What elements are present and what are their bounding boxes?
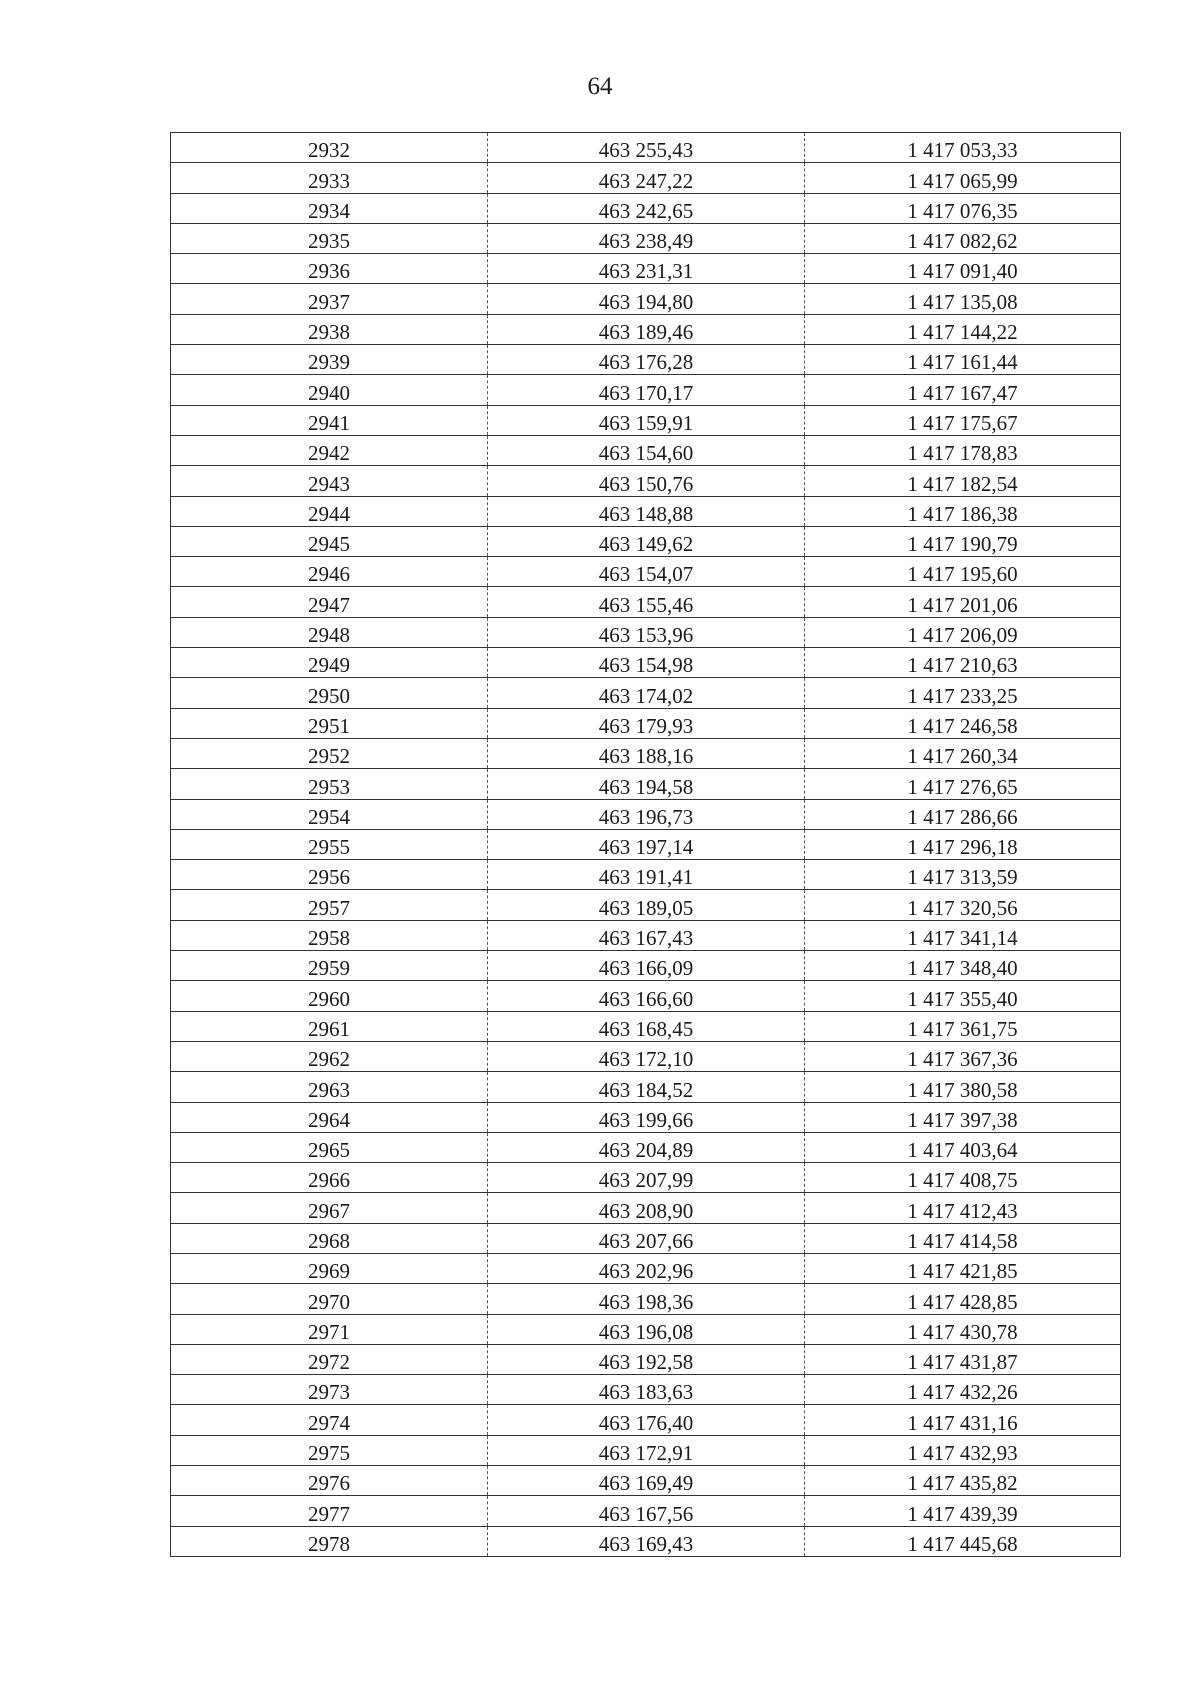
x-coordinate-cell: 463 242,65 — [488, 193, 805, 223]
table-row — [171, 1011, 1121, 1041]
table-row — [171, 1223, 1121, 1253]
x-coordinate-cell: 463 167,43 — [488, 920, 805, 950]
table-row — [171, 1072, 1121, 1102]
point-number-cell: 2942 — [171, 435, 488, 465]
point-number-cell: 2953 — [171, 769, 488, 799]
x-coordinate-cell: 463 202,96 — [488, 1253, 805, 1283]
y-coordinate-cell: 1 417 414,58 — [805, 1223, 1121, 1253]
table-row — [171, 284, 1121, 314]
x-coordinate-cell: 463 207,66 — [488, 1223, 805, 1253]
point-number-cell: 2958 — [171, 920, 488, 950]
x-coordinate-cell: 463 170,17 — [488, 375, 805, 405]
point-number-cell: 2937 — [171, 284, 488, 314]
table-row — [171, 1132, 1121, 1162]
x-coordinate-cell: 463 208,90 — [488, 1193, 805, 1223]
y-coordinate-cell: 1 417 431,16 — [805, 1405, 1121, 1435]
x-coordinate-cell: 463 207,99 — [488, 1163, 805, 1193]
table-row — [171, 1253, 1121, 1283]
y-coordinate-cell: 1 417 076,35 — [805, 193, 1121, 223]
x-coordinate-cell: 463 179,93 — [488, 708, 805, 738]
table-row — [171, 617, 1121, 647]
x-coordinate-cell: 463 176,28 — [488, 345, 805, 375]
y-coordinate-cell: 1 417 430,78 — [805, 1314, 1121, 1344]
point-number-cell: 2935 — [171, 223, 488, 253]
table-row — [171, 951, 1121, 981]
y-coordinate-cell: 1 417 144,22 — [805, 314, 1121, 344]
x-coordinate-cell: 463 255,43 — [488, 133, 805, 163]
point-number-cell: 2962 — [171, 1041, 488, 1071]
y-coordinate-cell: 1 417 175,67 — [805, 405, 1121, 435]
y-coordinate-cell: 1 417 435,82 — [805, 1466, 1121, 1496]
y-coordinate-cell: 1 417 233,25 — [805, 678, 1121, 708]
point-number-cell: 2963 — [171, 1072, 488, 1102]
point-number-cell: 2966 — [171, 1163, 488, 1193]
table-row — [171, 1102, 1121, 1132]
y-coordinate-cell: 1 417 367,36 — [805, 1041, 1121, 1071]
table-row — [171, 466, 1121, 496]
table-row — [171, 557, 1121, 587]
y-coordinate-cell: 1 417 380,58 — [805, 1072, 1121, 1102]
table-row — [171, 1375, 1121, 1405]
table-row — [171, 223, 1121, 253]
x-coordinate-cell: 463 153,96 — [488, 617, 805, 647]
table-row — [171, 375, 1121, 405]
table-row — [171, 1284, 1121, 1314]
x-coordinate-cell: 463 166,60 — [488, 981, 805, 1011]
point-number-cell: 2965 — [171, 1132, 488, 1162]
table-row — [171, 890, 1121, 920]
table-row — [171, 708, 1121, 738]
point-number-cell: 2959 — [171, 951, 488, 981]
x-coordinate-cell: 463 247,22 — [488, 163, 805, 193]
point-number-cell: 2954 — [171, 799, 488, 829]
y-coordinate-cell: 1 417 431,87 — [805, 1344, 1121, 1374]
x-coordinate-cell: 463 184,52 — [488, 1072, 805, 1102]
table-row — [171, 678, 1121, 708]
table-row — [171, 345, 1121, 375]
point-number-cell: 2939 — [171, 345, 488, 375]
y-coordinate-cell: 1 417 428,85 — [805, 1284, 1121, 1314]
x-coordinate-cell: 463 196,73 — [488, 799, 805, 829]
x-coordinate-cell: 463 204,89 — [488, 1132, 805, 1162]
point-number-cell: 2955 — [171, 829, 488, 859]
y-coordinate-cell: 1 417 206,09 — [805, 617, 1121, 647]
coordinates-table-body — [171, 133, 1121, 1557]
point-number-cell: 2976 — [171, 1466, 488, 1496]
y-coordinate-cell: 1 417 296,18 — [805, 829, 1121, 859]
x-coordinate-cell: 463 148,88 — [488, 496, 805, 526]
y-coordinate-cell: 1 417 355,40 — [805, 981, 1121, 1011]
y-coordinate-cell: 1 417 065,99 — [805, 163, 1121, 193]
y-coordinate-cell: 1 417 313,59 — [805, 860, 1121, 890]
table-row — [171, 254, 1121, 284]
x-coordinate-cell: 463 194,80 — [488, 284, 805, 314]
table-row — [171, 133, 1121, 163]
x-coordinate-cell: 463 196,08 — [488, 1314, 805, 1344]
point-number-cell: 2946 — [171, 557, 488, 587]
x-coordinate-cell: 463 192,58 — [488, 1344, 805, 1374]
table-row — [171, 163, 1121, 193]
table-row — [171, 314, 1121, 344]
y-coordinate-cell: 1 417 167,47 — [805, 375, 1121, 405]
y-coordinate-cell: 1 417 348,40 — [805, 951, 1121, 981]
x-coordinate-cell: 463 174,02 — [488, 678, 805, 708]
y-coordinate-cell: 1 417 397,38 — [805, 1102, 1121, 1132]
x-coordinate-cell: 463 154,07 — [488, 557, 805, 587]
point-number-cell: 2964 — [171, 1102, 488, 1132]
y-coordinate-cell: 1 417 260,34 — [805, 738, 1121, 768]
point-number-cell: 2975 — [171, 1435, 488, 1465]
x-coordinate-cell: 463 172,91 — [488, 1435, 805, 1465]
y-coordinate-cell: 1 417 182,54 — [805, 466, 1121, 496]
table-row — [171, 1435, 1121, 1465]
point-number-cell: 2944 — [171, 496, 488, 526]
x-coordinate-cell: 463 197,14 — [488, 829, 805, 859]
y-coordinate-cell: 1 417 161,44 — [805, 345, 1121, 375]
y-coordinate-cell: 1 417 361,75 — [805, 1011, 1121, 1041]
point-number-cell: 2973 — [171, 1375, 488, 1405]
x-coordinate-cell: 463 189,05 — [488, 890, 805, 920]
coordinates-table — [170, 132, 1121, 1557]
point-number-cell: 2938 — [171, 314, 488, 344]
x-coordinate-cell: 463 159,91 — [488, 405, 805, 435]
y-coordinate-cell: 1 417 210,63 — [805, 648, 1121, 678]
x-coordinate-cell: 463 231,31 — [488, 254, 805, 284]
y-coordinate-cell: 1 417 053,33 — [805, 133, 1121, 163]
table-row — [171, 526, 1121, 556]
page-number: 64 — [587, 73, 613, 100]
point-number-cell: 2950 — [171, 678, 488, 708]
point-number-cell: 2977 — [171, 1496, 488, 1526]
table-row — [171, 1526, 1121, 1556]
point-number-cell: 2933 — [171, 163, 488, 193]
y-coordinate-cell: 1 417 178,83 — [805, 435, 1121, 465]
point-number-cell: 2961 — [171, 1011, 488, 1041]
table-row — [171, 799, 1121, 829]
y-coordinate-cell: 1 417 439,39 — [805, 1496, 1121, 1526]
point-number-cell: 2943 — [171, 466, 488, 496]
table-row — [171, 738, 1121, 768]
table-row — [171, 981, 1121, 1011]
x-coordinate-cell: 463 169,49 — [488, 1466, 805, 1496]
point-number-cell: 2960 — [171, 981, 488, 1011]
y-coordinate-cell: 1 417 091,40 — [805, 254, 1121, 284]
point-number-cell: 2945 — [171, 526, 488, 556]
x-coordinate-cell: 463 172,10 — [488, 1041, 805, 1071]
y-coordinate-cell: 1 417 341,14 — [805, 920, 1121, 950]
x-coordinate-cell: 463 198,36 — [488, 1284, 805, 1314]
y-coordinate-cell: 1 417 082,62 — [805, 223, 1121, 253]
x-coordinate-cell: 463 154,60 — [488, 435, 805, 465]
x-coordinate-cell: 463 149,62 — [488, 526, 805, 556]
table-row — [171, 1496, 1121, 1526]
table-row — [171, 648, 1121, 678]
x-coordinate-cell: 463 191,41 — [488, 860, 805, 890]
y-coordinate-cell: 1 417 201,06 — [805, 587, 1121, 617]
x-coordinate-cell: 463 194,58 — [488, 769, 805, 799]
point-number-cell: 2932 — [171, 133, 488, 163]
y-coordinate-cell: 1 417 432,26 — [805, 1375, 1121, 1405]
y-coordinate-cell: 1 417 190,79 — [805, 526, 1121, 556]
x-coordinate-cell: 463 238,49 — [488, 223, 805, 253]
point-number-cell: 2967 — [171, 1193, 488, 1223]
x-coordinate-cell: 463 176,40 — [488, 1405, 805, 1435]
point-number-cell: 2978 — [171, 1526, 488, 1556]
table-row — [171, 1344, 1121, 1374]
table-row — [171, 1163, 1121, 1193]
x-coordinate-cell: 463 168,45 — [488, 1011, 805, 1041]
y-coordinate-cell: 1 417 195,60 — [805, 557, 1121, 587]
point-number-cell: 2936 — [171, 254, 488, 284]
point-number-cell: 2956 — [171, 860, 488, 890]
table-row — [171, 829, 1121, 859]
table-row — [171, 1041, 1121, 1071]
table-row — [171, 587, 1121, 617]
point-number-cell: 2969 — [171, 1253, 488, 1283]
point-number-cell: 2940 — [171, 375, 488, 405]
table-row — [171, 193, 1121, 223]
y-coordinate-cell: 1 417 286,66 — [805, 799, 1121, 829]
y-coordinate-cell: 1 417 445,68 — [805, 1526, 1121, 1556]
table-row — [171, 1405, 1121, 1435]
table-row — [171, 769, 1121, 799]
y-coordinate-cell: 1 417 186,38 — [805, 496, 1121, 526]
point-number-cell: 2970 — [171, 1284, 488, 1314]
table-row — [171, 1314, 1121, 1344]
point-number-cell: 2941 — [171, 405, 488, 435]
x-coordinate-cell: 463 166,09 — [488, 951, 805, 981]
y-coordinate-cell: 1 417 135,08 — [805, 284, 1121, 314]
point-number-cell: 2948 — [171, 617, 488, 647]
x-coordinate-cell: 463 188,16 — [488, 738, 805, 768]
point-number-cell: 2934 — [171, 193, 488, 223]
y-coordinate-cell: 1 417 421,85 — [805, 1253, 1121, 1283]
point-number-cell: 2957 — [171, 890, 488, 920]
point-number-cell: 2951 — [171, 708, 488, 738]
x-coordinate-cell: 463 183,63 — [488, 1375, 805, 1405]
y-coordinate-cell: 1 417 320,56 — [805, 890, 1121, 920]
point-number-cell: 2968 — [171, 1223, 488, 1253]
table-row — [171, 435, 1121, 465]
point-number-cell: 2947 — [171, 587, 488, 617]
table-row — [171, 1466, 1121, 1496]
y-coordinate-cell: 1 417 412,43 — [805, 1193, 1121, 1223]
x-coordinate-cell: 463 154,98 — [488, 648, 805, 678]
point-number-cell: 2949 — [171, 648, 488, 678]
point-number-cell: 2974 — [171, 1405, 488, 1435]
point-number-cell: 2972 — [171, 1344, 488, 1374]
table-row — [171, 496, 1121, 526]
x-coordinate-cell: 463 167,56 — [488, 1496, 805, 1526]
table-row — [171, 1193, 1121, 1223]
y-coordinate-cell: 1 417 276,65 — [805, 769, 1121, 799]
y-coordinate-cell: 1 417 408,75 — [805, 1163, 1121, 1193]
y-coordinate-cell: 1 417 432,93 — [805, 1435, 1121, 1465]
x-coordinate-cell: 463 155,46 — [488, 587, 805, 617]
x-coordinate-cell: 463 150,76 — [488, 466, 805, 496]
point-number-cell: 2952 — [171, 738, 488, 768]
x-coordinate-cell: 463 199,66 — [488, 1102, 805, 1132]
x-coordinate-cell: 463 169,43 — [488, 1526, 805, 1556]
y-coordinate-cell: 1 417 403,64 — [805, 1132, 1121, 1162]
point-number-cell: 2971 — [171, 1314, 488, 1344]
table-row — [171, 860, 1121, 890]
table-row — [171, 405, 1121, 435]
x-coordinate-cell: 463 189,46 — [488, 314, 805, 344]
y-coordinate-cell: 1 417 246,58 — [805, 708, 1121, 738]
table-row — [171, 920, 1121, 950]
